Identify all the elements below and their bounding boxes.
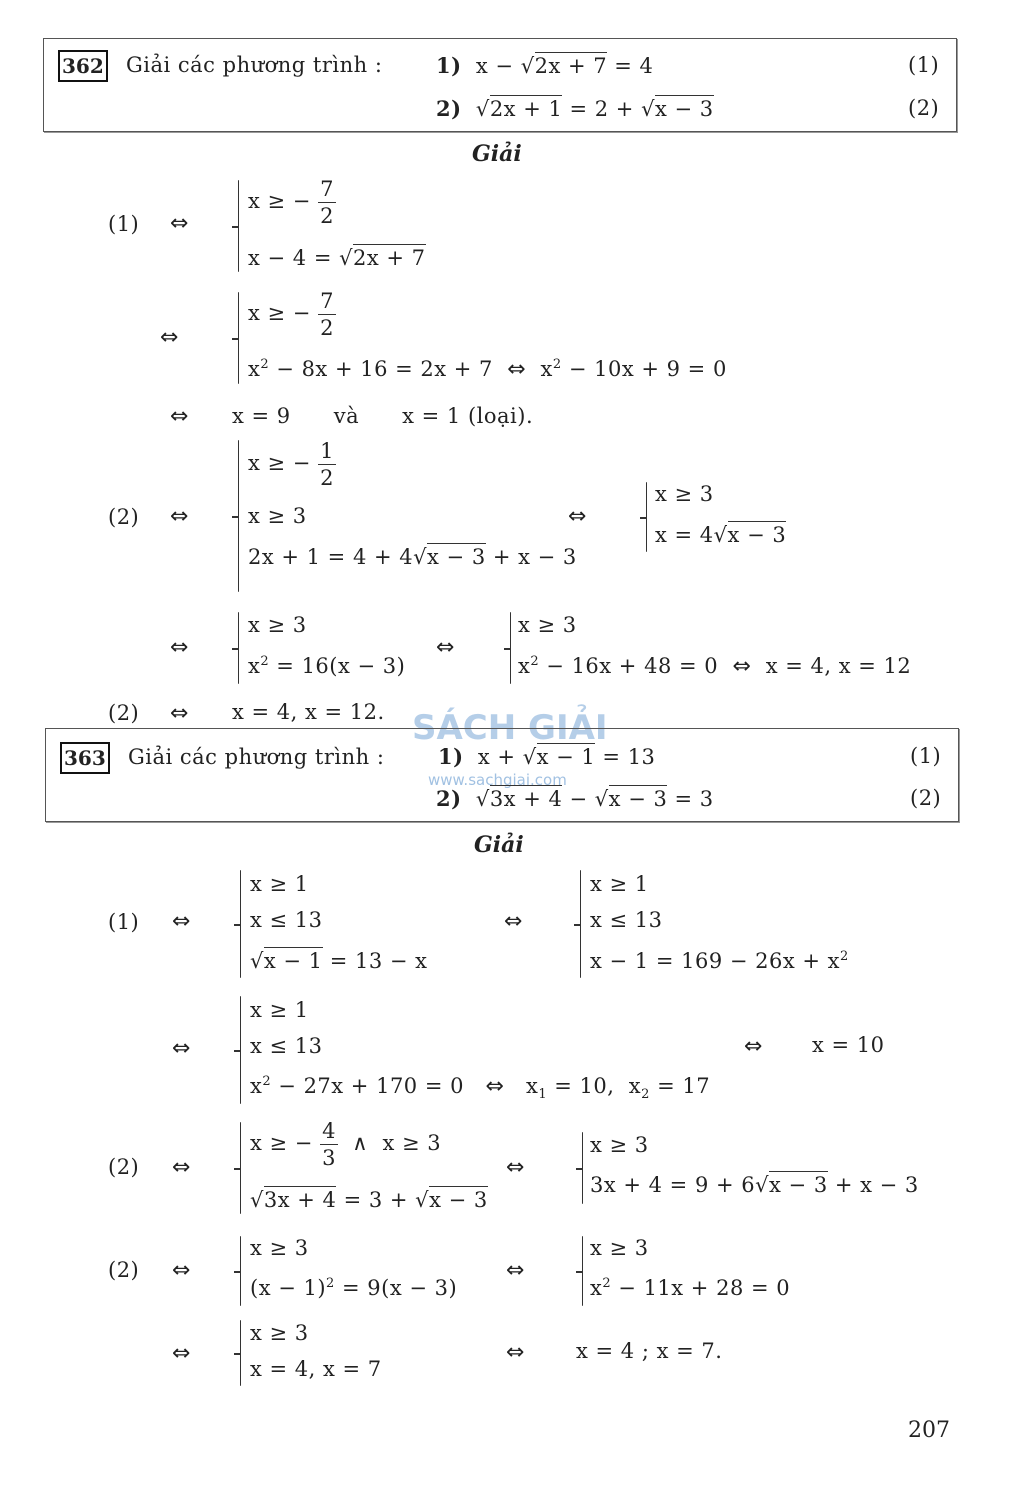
- math-line: x ≥ 3: [655, 482, 714, 506]
- math-line: $x^2 - 8x + 16 = 2x + 7$ ⇔ $x^2 - 10x + 9 = 0$: [248, 357, 727, 382]
- problem-number: 363: [60, 742, 110, 774]
- problem-number: 362: [58, 50, 108, 82]
- page-number: 207: [908, 1418, 950, 1443]
- eq-label: 2): [436, 96, 462, 121]
- equation-number: (1): [910, 744, 942, 768]
- system-brace: [582, 1132, 583, 1204]
- equation-number: (2): [908, 96, 940, 120]
- equivalence-arrow: ⇔: [506, 1258, 525, 1283]
- final-answer: x = 4, x = 12.: [232, 700, 385, 724]
- math-line: x ≥ 3: [248, 504, 307, 528]
- math-line: x = 4, x = 7: [250, 1357, 382, 1381]
- math-line: $x^2 = 16(x - 3)$: [248, 654, 406, 678]
- case-label: (1): [108, 910, 140, 934]
- math-line: $x - 1 = 169 - 26x + x^2$: [590, 949, 849, 973]
- equivalence-arrow: ⇔: [568, 504, 587, 529]
- system-brace: [238, 612, 239, 684]
- problem-prompt: Giải các phương trình :: [128, 745, 385, 769]
- equivalence-arrow: ⇔: [170, 635, 189, 660]
- math-line: x ≥ 1: [250, 998, 309, 1022]
- system-brace: [646, 482, 647, 552]
- math-line: x = 4√x − 3: [655, 523, 787, 547]
- math-line: x ≥ − $\frac{7}{2}$: [248, 177, 334, 228]
- equation-1: 1) x − √2x + 7 = 4: [436, 53, 654, 78]
- math-line: x = 9 và x = 1 (loại).: [232, 404, 534, 428]
- equation-1: 1) x + √x − 1 = 13: [438, 744, 656, 769]
- math-line: √3x + 4 = 3 + √x − 3: [250, 1188, 488, 1212]
- eq-label: 2): [436, 786, 462, 811]
- equivalence-arrow: ⇔: [744, 1034, 763, 1059]
- equation-number: (2): [910, 786, 942, 810]
- system-brace: [240, 1236, 241, 1306]
- system-brace: [240, 870, 241, 978]
- case-label: (2): [108, 701, 140, 725]
- equation-2: 2) √2x + 1 = 2 + √x − 3: [436, 96, 714, 121]
- watermark-logo: SÁCH GIẢI: [412, 708, 608, 748]
- math-line: √x − 1 = 13 − x: [250, 949, 428, 973]
- equivalence-arrow: ⇔: [170, 701, 189, 726]
- equation-number: (1): [908, 53, 940, 77]
- math-line: $x^2 - 11x + 28 = 0$: [590, 1276, 791, 1300]
- system-brace: [238, 440, 239, 592]
- system-brace: [238, 292, 239, 384]
- equivalence-arrow: ⇔: [170, 404, 189, 429]
- math-line: $(x - 1)^2 = 9(x - 3)$: [250, 1276, 458, 1300]
- problem-prompt: Giải các phương trình :: [126, 53, 383, 77]
- math-line: x ≥ 3: [250, 1321, 309, 1345]
- equivalence-arrow: ⇔: [160, 325, 179, 350]
- eq-label: 1): [438, 744, 464, 769]
- system-brace: [240, 996, 241, 1104]
- equivalence-arrow: ⇔: [172, 1036, 191, 1061]
- math-line: x ≥ 1: [250, 872, 309, 896]
- equivalence-arrow: ⇔: [436, 635, 455, 660]
- equivalence-arrow: ⇔: [172, 1341, 191, 1366]
- math-line: x = 10: [812, 1033, 885, 1057]
- equivalence-arrow: ⇔: [170, 504, 189, 529]
- math-line: x ≤ 13: [590, 908, 663, 932]
- eq-label: 1): [436, 53, 462, 78]
- solution-heading: Giải: [472, 141, 522, 167]
- math-line: x ≥ − $\frac{4}{3}$ ∧ x ≥ 3: [250, 1119, 442, 1170]
- math-line: x ≥ 3: [590, 1133, 649, 1157]
- equivalence-arrow: ⇔: [506, 1340, 525, 1365]
- equivalence-arrow: ⇔: [172, 1155, 191, 1180]
- watermark-url: www.sachgiai.com: [428, 771, 567, 789]
- equivalence-arrow: ⇔: [172, 1258, 191, 1283]
- system-brace: [240, 1320, 241, 1386]
- solution-heading: Giải: [474, 832, 524, 858]
- math-line: $x^2 - 16x + 48 = 0$ ⇔ x = 4, x = 12: [518, 654, 912, 679]
- system-brace: [238, 180, 239, 272]
- case-label: (1): [108, 212, 140, 236]
- equivalence-arrow: ⇔: [170, 211, 189, 236]
- equivalence-arrow: ⇔: [172, 909, 191, 934]
- math-line: x ≥ − $\frac{1}{2}$: [248, 439, 334, 490]
- math-line: $x^2 - 27x + 170 = 0$ ⇔ $x_1 = 10$, $x_2 = 17$: [250, 1074, 711, 1103]
- equation-2: 2) √3x + 4 − √x − 3 = 3: [436, 786, 714, 811]
- math-line: x ≥ 3: [248, 613, 307, 637]
- math-line: x ≥ 3: [518, 613, 577, 637]
- math-line: 2x + 1 = 4 + 4√x − 3 + x − 3: [248, 545, 577, 569]
- system-brace: [580, 870, 581, 978]
- math-line: x − 4 = √2x + 7: [248, 246, 426, 270]
- final-answer: x = 4 ; x = 7.: [576, 1339, 723, 1363]
- system-brace: [240, 1122, 241, 1214]
- math-line: x ≥ − $\frac{7}{2}$: [248, 289, 334, 340]
- case-label: (2): [108, 1155, 140, 1179]
- math-line: x ≥ 1: [590, 872, 649, 896]
- equivalence-arrow: ⇔: [506, 1155, 525, 1180]
- math-line: x ≥ 3: [590, 1236, 649, 1260]
- case-label: (2): [108, 505, 140, 529]
- system-brace: [582, 1236, 583, 1306]
- math-line: x ≤ 13: [250, 908, 323, 932]
- equivalence-arrow: ⇔: [504, 909, 523, 934]
- system-brace: [510, 612, 511, 684]
- math-line: x ≥ 3: [250, 1236, 309, 1260]
- case-label: (2): [108, 1258, 140, 1282]
- math-line: 3x + 4 = 9 + 6√x − 3 + x − 3: [590, 1173, 919, 1197]
- math-line: x ≤ 13: [250, 1034, 323, 1058]
